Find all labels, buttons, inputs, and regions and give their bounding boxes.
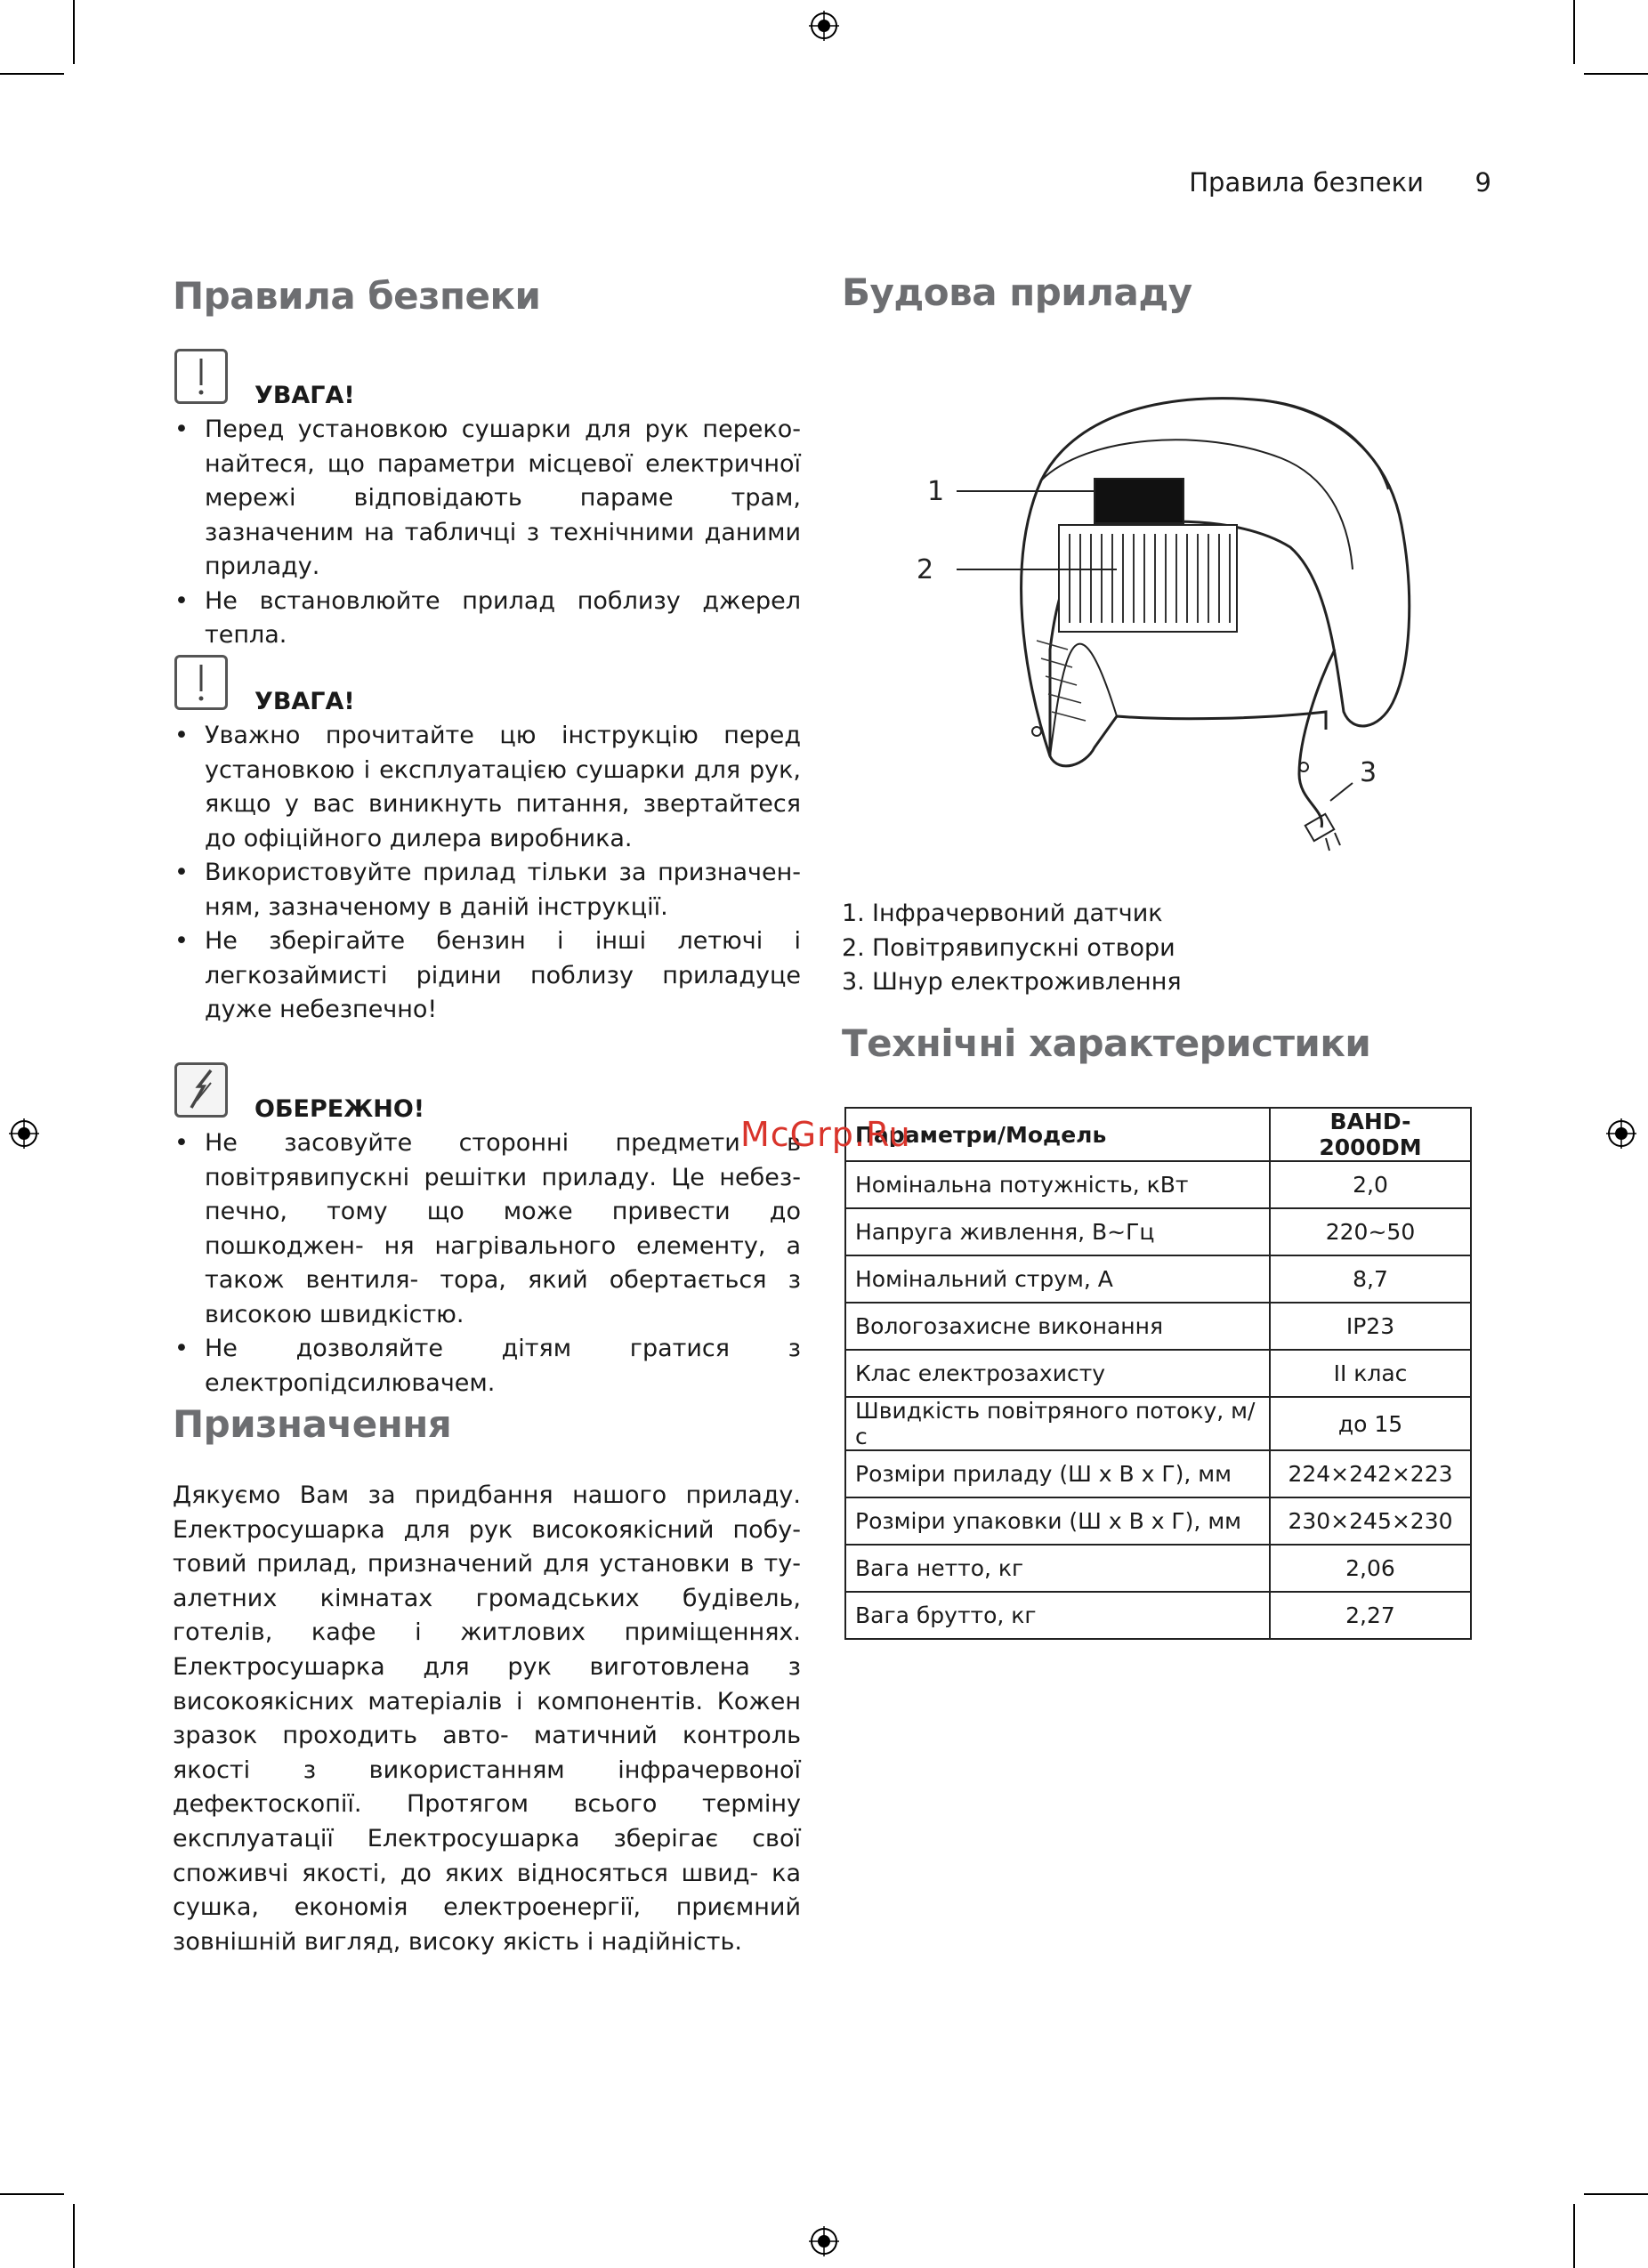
crop-mark — [1573, 2204, 1575, 2268]
purpose-title: Призначення — [173, 1402, 452, 1446]
list-item: • Уважно прочитайте цю інструкцію перед установкою і експлуатацією сушарки для рук, якщо у вас виникнуть питання, звертайтеся до офіційного дилера виробника. — [173, 719, 801, 856]
legend-item: 3. Шнур електроживлення — [842, 968, 1182, 996]
crop-mark — [0, 73, 64, 75]
list-item: • Не засовуйте сторонні предмети в повітрявипускні решітки приладу. Це небез- печно, тому що може привести до пошкоджен- ня нагрівального елементу, а також вентиля- тора, який обертається з високою швидкістю. — [173, 1126, 801, 1332]
exclamation-icon — [174, 655, 228, 710]
table-row: Номінальний струм, А 8,7 — [845, 1255, 1471, 1303]
warning-label: УВАГА! — [254, 382, 355, 409]
table-row: Клас електрозахисту II клас — [845, 1350, 1471, 1397]
table-row: Напруга живлення, В~Гц 220~50 — [845, 1208, 1471, 1255]
specs-title: Технічні характеристики — [842, 1021, 1371, 1065]
registration-mark-icon — [9, 1118, 39, 1149]
purpose-paragraph: Дякуємо Вам за придбання нашого приладу. Електросушарка для рук високоякісний побу- товий прилад, призначений для установки в ту- алетних кімнатах громадських будівель, готелів, кафе і житлових приміщеннях. Електросушарка для рук виготовлена з високоякісних матеріалів і компонентів. Кожен зразок проходить авто- матичний контроль якості з використанням інфрачервоної дефектоскопії. Протягом всього терміну експлуатації Електросушарка зберігає свої споживчі якості, до яких відносяться швид- ка сушка, економія електроенергії, приємний зовнішній вигляд, високу якість і надійність. — [173, 1481, 801, 1956]
callout-label: 1 — [927, 476, 945, 507]
device-title: Будова приладу — [842, 270, 1192, 314]
warning-list — [173, 1126, 801, 1400]
registration-mark-icon — [1606, 1118, 1636, 1149]
page-number: 9 — [1474, 167, 1491, 198]
table-row: Номінальна потужність, кВт 2,0 — [845, 1161, 1471, 1208]
warning-block-2 — [173, 655, 801, 1028]
list-item: • Використовуйте прилад тільки за призначен- ням, зазначеному в даній інструкції. — [173, 856, 801, 924]
registration-mark-icon — [809, 11, 839, 41]
callout-label: 3 — [1360, 757, 1377, 788]
warning-label: УВАГА! — [254, 688, 355, 715]
table-header-row — [845, 1108, 1471, 1161]
device-legend — [842, 897, 1182, 1000]
legend-item: 2. Повітрявипускні отвори — [842, 933, 1175, 962]
hand-dryer-diagram — [908, 383, 1442, 863]
registration-mark-icon — [809, 2226, 839, 2256]
crop-mark — [1584, 2193, 1648, 2195]
warning-label: ОБЕРЕЖНО! — [254, 1095, 425, 1123]
table-row: Розміри приладу (Ш х В х Г), мм 224×242×223 — [845, 1450, 1471, 1497]
lightning-icon — [174, 1062, 228, 1118]
table-row: Розміри упаковки (Ш х В х Г), мм 230×245×230 — [845, 1497, 1471, 1545]
warning-block-3 — [173, 1062, 801, 1400]
crop-mark — [73, 2204, 75, 2268]
list-item: • Не встановлюйте прилад поблизу джерел тепла. — [173, 585, 801, 653]
warning-list — [173, 413, 801, 653]
legend-item: 1. Інфрачервоний датчик — [842, 900, 1163, 927]
specs-table — [844, 1107, 1472, 1640]
running-head-title: Правила безпеки — [1189, 167, 1424, 198]
list-item: • Не дозволяйте дітям гратися з електропідсилювачем. — [173, 1332, 801, 1400]
table-header-param: Параметри/Модель — [845, 1108, 1270, 1161]
watermark: McGrp.Ru — [740, 1115, 911, 1154]
table-row: Вага брутто, кг 2,27 — [845, 1592, 1471, 1639]
table-header-model: BAHD-2000DM — [1270, 1108, 1471, 1161]
safety-title: Правила безпеки — [173, 274, 541, 318]
crop-mark — [1584, 73, 1648, 75]
warning-block-1 — [173, 349, 801, 653]
exclamation-icon — [174, 349, 228, 404]
crop-mark — [0, 2193, 64, 2195]
table-row: Вага нетто, кг 2,06 — [845, 1545, 1471, 1592]
crop-mark — [73, 0, 75, 64]
table-row: Швидкість повітряного потоку, м/с до 15 — [845, 1397, 1471, 1450]
list-item: • Перед установкою сушарки для рук переко- найтеся, що параметри місцевої електричної мережі відповідають параме трам, зазначеним на табличці з технічними даними приладу. — [173, 413, 801, 585]
list-item: • Не зберігайте бензин і інші летючі і легкозаймисті рідини поблизу приладуце дуже небезпечно! — [173, 924, 801, 1028]
callout-label: 2 — [917, 554, 934, 585]
crop-mark — [1573, 0, 1575, 64]
warning-list — [173, 719, 801, 1028]
table-row: Вологозахисне виконання IP23 — [845, 1303, 1471, 1350]
